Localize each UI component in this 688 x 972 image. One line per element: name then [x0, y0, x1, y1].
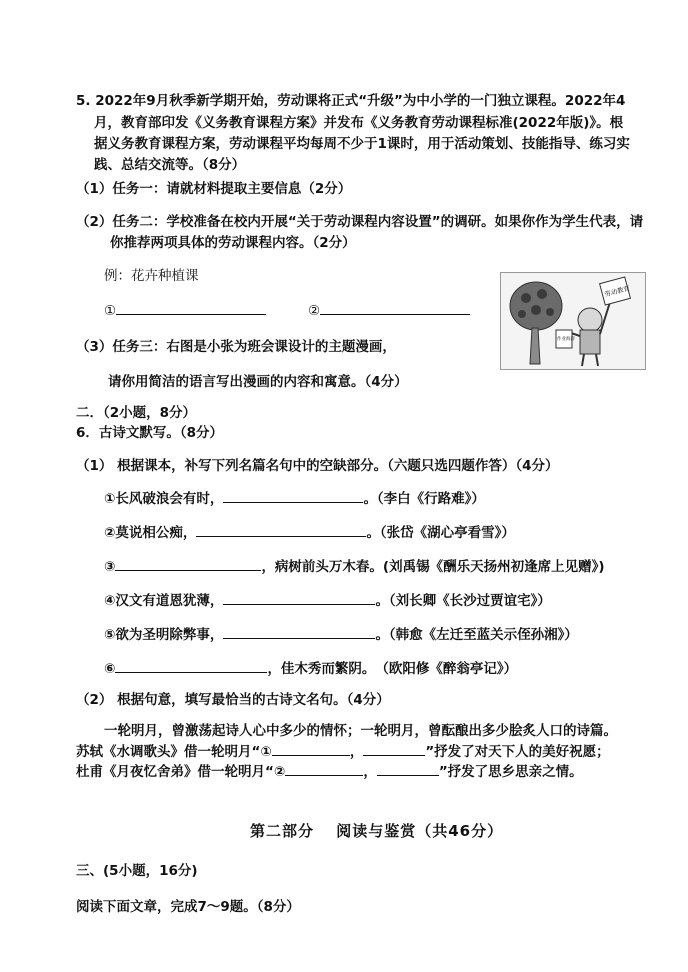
q5-line-3: 据义务教育课程方案，劳动课程平均每周不少于1课时，用于活动策划、技能指导、练习实 [94, 136, 630, 152]
task-3-line-1: （3）任务三：右图是小张为班会课设计的主题漫画， [76, 339, 396, 355]
paragraph-line-2 [76, 742, 610, 762]
poem-item-3-pre: ③ [104, 559, 116, 575]
poem-item-5-post: 。（韩愈《左迁至蓝关示侄孙湘》） [375, 627, 578, 643]
cartoon-image [500, 272, 646, 370]
poem-item-4-pre: ④汉文有道恩犹薄， [104, 593, 224, 609]
paragraph-line-3-c: ”抒发了思乡思亲之情。 [438, 764, 583, 780]
paragraph-line-3-a: 杜甫《月夜忆舍弟》借一轮明月“② [76, 764, 286, 780]
q6-title: 6．古诗文默写。（8分） [76, 425, 224, 441]
poem-item-1-pre: ①长风破浪会有时， [104, 491, 224, 507]
q5-line-4: 践、总结交流等。（8分） [94, 157, 246, 173]
poem-item-1-blank[interactable] [223, 489, 363, 503]
paragraph-line-2-b: ， [349, 744, 364, 760]
sign-right-text: 劳动教育 [603, 284, 631, 299]
part-two-title: 第二部分 阅读与鉴赏（共46分） [250, 822, 504, 840]
poem-item-6-blank[interactable] [115, 659, 267, 673]
task-1: （1）任务一：请就材料提取主要信息（2分） [76, 181, 352, 197]
paragraph-blank-2a[interactable] [285, 762, 363, 776]
poem-item-1 [104, 489, 485, 509]
paragraph-line-3-b: ， [363, 764, 377, 780]
poem-item-4-blank[interactable] [223, 591, 375, 605]
q6-part-2: （2） 根据句意，填写最恰当的古诗文名句。（4分） [76, 692, 390, 708]
q5-line-2: 月，教育部印发《义务教育课程方案》并发布《义务教育劳动课程标准(2022年版)》。根 [94, 115, 624, 131]
answer-blank-2[interactable] [308, 301, 470, 321]
reading-instruction: 阅读下面文章，完成7～9题。（8分） [76, 899, 300, 915]
poem-item-3-blank[interactable] [115, 557, 261, 571]
paragraph-line-2-a: 苏轼《水调歌头》借一轮明月“① [76, 744, 272, 760]
blank-1-line[interactable] [116, 301, 266, 315]
poem-item-5-pre: ⑤欲为圣明除弊事， [104, 627, 224, 643]
paragraph-line-3 [76, 762, 583, 782]
section-3-header: 三、(5小题，16分) [76, 863, 198, 879]
sign-left-text: 作业海洋 [557, 337, 575, 342]
paragraph-line-2-c: ”抒发了对天下人的美好祝愿； [425, 744, 610, 760]
paragraph-blank-1b[interactable] [363, 742, 425, 756]
poem-item-4-post: 。（刘长卿《长沙过贾谊宅》） [375, 593, 551, 609]
paragraph-line-1: 一轮明月，曾激荡起诗人心中多少的情怀；一轮明月，曾酝酿出多少脍炙人口的诗篇。 [104, 723, 617, 739]
paragraph-blank-1a[interactable] [272, 742, 350, 756]
q6-part-1: （1） 根据课本，补写下列名篇名句中的空缺部分。（六题只选四题作答）（4分） [76, 458, 559, 474]
poem-item-2-post: 。（张岱《湖心亭看雪》） [366, 525, 515, 541]
task-2-example: 例：花卉种植课 [104, 268, 199, 284]
poem-item-3-post: ，病树前头万木春。(刘禹锡《酬乐天扬州初逢席上见赠》) [261, 559, 605, 575]
poem-item-5 [104, 625, 578, 645]
paragraph-blank-2b[interactable] [377, 762, 439, 776]
blank-2-line[interactable] [320, 301, 470, 315]
poem-item-2 [104, 523, 515, 543]
poem-item-2-blank[interactable] [196, 523, 366, 537]
poem-item-5-blank[interactable] [223, 625, 375, 639]
poem-item-4 [104, 591, 551, 611]
answer-blank-1[interactable] [104, 301, 266, 321]
poem-item-1-post: 。（李白《行路难》） [363, 491, 485, 507]
blank-2-label: ② [308, 303, 321, 319]
task-2-line-1: （2）任务二：学校准备在校内开展“关于劳动课程内容设置”的调研。如果你作为学生代表，请 [76, 214, 644, 230]
task-3-line-2: 请你用简洁的语言写出漫画的内容和寓意。（4分） [108, 374, 408, 390]
poem-item-6 [104, 659, 517, 679]
poem-item-6-post: ，佳木秀而繁阴。 （欧阳修《醉翁亭记》） [267, 661, 518, 677]
poem-item-3 [104, 557, 605, 577]
poem-item-2-pre: ②莫说相公痴， [104, 525, 197, 541]
poem-item-6-pre: ⑥ [104, 661, 116, 677]
section-2-header: 二．（2小题，8分） [76, 405, 197, 421]
task-2-line-2: 你推荐两项具体的劳动课程内容。（2分） [110, 235, 356, 251]
blank-1-label: ① [104, 303, 117, 319]
q5-line-1: 5. 2022年9月秋季新学期开始，劳动课将正式“升级”为中小学的一门独立课程。2022年4 [76, 93, 626, 109]
